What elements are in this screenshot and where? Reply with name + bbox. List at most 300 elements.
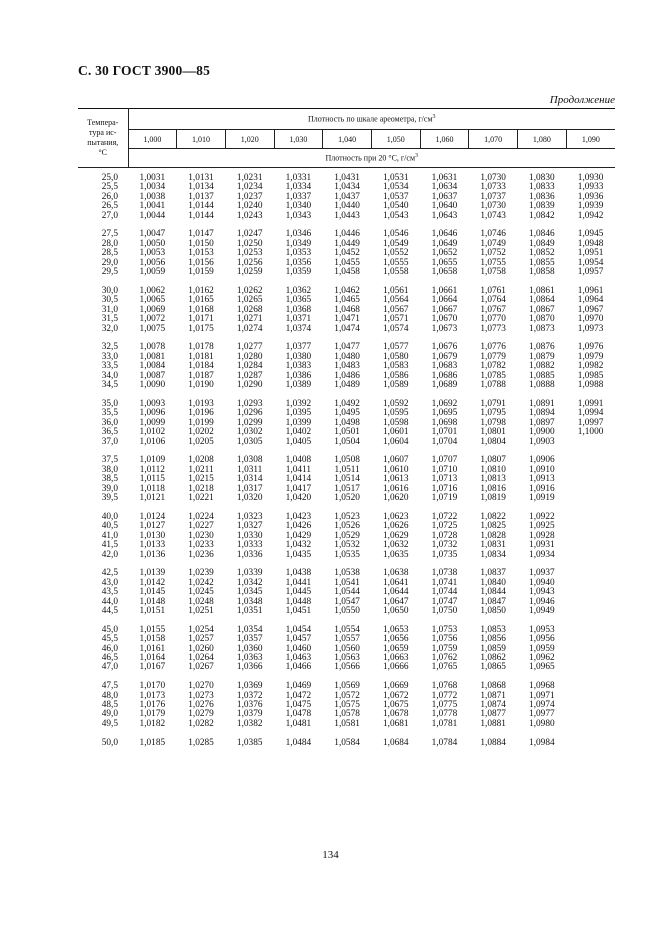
density-cell: 1,0336	[236, 549, 263, 560]
density-cell: 1,0730	[480, 201, 506, 212]
density-cell: 1,0707	[431, 455, 458, 466]
density-cell: 1,0737	[480, 191, 506, 202]
density-cell: 1,0951	[577, 248, 604, 259]
scale-column-header: 1,020	[225, 130, 274, 149]
density-cell: 1,0348	[236, 596, 263, 607]
density-cell	[566, 485, 615, 494]
density-cell: 1,0776	[480, 342, 506, 353]
density-cell: 1,0575	[334, 699, 360, 710]
density-cell: 1,0634	[431, 182, 458, 193]
density-cell: 1,0979	[577, 351, 604, 362]
density-cell: 1,0939	[577, 201, 604, 212]
scale-column-header: 1,080	[518, 130, 567, 149]
temperature-cell: 48,5	[101, 699, 118, 710]
density-cell: 1,0486	[334, 370, 360, 381]
density-cell: 1,0112	[139, 464, 165, 475]
density-cell: 1,0698	[431, 417, 458, 428]
density-cell: 1,0471	[334, 314, 360, 325]
density-cell: 1,0099	[139, 417, 166, 428]
density-cell	[566, 588, 615, 597]
page-header: С. 30 ГОСТ 3900—85	[78, 63, 211, 78]
density-cell: 1,0383	[285, 361, 312, 372]
density-cell: 1,0253	[236, 248, 263, 259]
density-cell: 1,0583	[382, 361, 409, 372]
density-cell: 1,0661	[431, 285, 458, 296]
temperature-cell: 32,0	[101, 323, 118, 334]
density-cell: 1,0563	[334, 652, 360, 663]
density-cell: 1,0438	[285, 568, 312, 579]
density-cell: 1,0327	[236, 521, 263, 532]
density-cell: 1,0867	[529, 304, 555, 315]
density-cell: 1,0137	[188, 191, 214, 202]
density-cell: 1,0504	[334, 436, 360, 447]
density-cell: 1,0647	[382, 596, 409, 607]
density-cell: 1,0469	[285, 681, 312, 692]
density-cell	[566, 456, 615, 465]
density-cell: 1,0544	[334, 587, 360, 598]
density-cell: 1,0641	[382, 577, 409, 588]
density-cell: 1,0643	[431, 210, 458, 221]
density-cell: 1,0758	[480, 267, 506, 278]
density-cell: 1,0894	[529, 408, 555, 419]
density-cell: 1,0279	[188, 709, 214, 720]
density-cell: 1,0864	[529, 295, 555, 306]
density-cell: 1,0954	[577, 257, 604, 268]
density-cell: 1,0822	[480, 511, 506, 522]
temperature-cell: 35,5	[101, 408, 118, 419]
density-cell: 1,0356	[285, 257, 312, 268]
density-cell	[566, 569, 615, 578]
density-cell: 1,0468	[334, 304, 360, 315]
density-cell: 1,0334	[285, 182, 312, 193]
density-cell: 1,0262	[236, 285, 263, 296]
density-cell: 1,0930	[577, 173, 604, 183]
density-cell: 1,0953	[529, 624, 555, 635]
density-cell: 1,0484	[285, 737, 312, 748]
table-row	[78, 268, 615, 277]
density-cell: 1,0151	[139, 605, 166, 616]
density-cell: 1,0202	[188, 427, 214, 438]
temperature-cell: 49,5	[101, 718, 118, 729]
density-cell	[566, 607, 615, 616]
density-cell: 1,0735	[431, 549, 458, 560]
density-cell: 1,0655	[431, 257, 458, 268]
density-cell: 1,0331	[285, 173, 312, 183]
density-cell: 1,0672	[382, 690, 409, 701]
density-cell: 1,0725	[431, 521, 458, 532]
density-cell: 1,0750	[431, 605, 458, 616]
density-cell: 1,0034	[139, 182, 166, 193]
density-cell: 1,0650	[382, 605, 409, 616]
density-cell: 1,0595	[382, 408, 409, 419]
density-cell: 1,0096	[139, 408, 166, 419]
table-body	[78, 168, 615, 748]
density-cell: 1,0683	[431, 361, 458, 372]
density-cell: 1,0856	[480, 634, 506, 645]
density-cell: 1,0221	[188, 493, 214, 504]
density-cell: 1,0449	[334, 238, 360, 249]
density-cell: 1,0395	[285, 408, 312, 419]
density-cell: 1,0762	[431, 652, 458, 663]
density-cell: 1,0913	[529, 474, 555, 485]
density-cell: 1,0276	[188, 699, 214, 710]
density-cell: 1,0580	[382, 351, 409, 362]
density-cell: 1,0916	[529, 483, 555, 494]
density-cell: 1,0392	[285, 398, 312, 409]
density-cell: 1,0380	[285, 351, 312, 362]
density-cell: 1,0245	[188, 587, 214, 598]
density-cell: 1,0747	[431, 596, 458, 607]
density-cell: 1,0968	[529, 681, 555, 692]
density-cell: 1,0224	[188, 511, 214, 522]
density-cell: 1,0171	[188, 314, 214, 325]
density-cell: 1,0667	[431, 304, 458, 315]
temperature-cell: 46,5	[101, 652, 118, 663]
density-cell: 1,0187	[188, 370, 214, 381]
temperature-cell: 33,0	[101, 351, 118, 362]
density-cell: 1,0161	[139, 643, 166, 654]
density-cell: 1,0574	[382, 323, 409, 334]
density-cell: 1,0457	[285, 634, 312, 645]
temperature-cell: 26,0	[101, 191, 118, 202]
density-cell: 1,0897	[529, 417, 555, 428]
density-cell: 1,0922	[529, 511, 555, 522]
density-table-wrap	[78, 108, 615, 748]
density-cell	[566, 654, 615, 663]
temperature-cell: 36,0	[101, 417, 118, 428]
density-cell: 1,0256	[236, 257, 263, 268]
density-cell: 1,0623	[382, 511, 409, 522]
density-cell: 1,0230	[188, 530, 214, 541]
density-cell: 1,0233	[188, 540, 214, 551]
density-cell: 1,0162	[188, 285, 214, 296]
density-cell: 1,0483	[334, 361, 360, 372]
density-cell: 1,0236	[188, 549, 214, 560]
density-cell: 1,0357	[236, 634, 263, 645]
temperature-cell: 45,0	[101, 624, 118, 635]
density-cell: 1,0239	[188, 568, 214, 579]
density-cell	[566, 692, 615, 701]
density-cell: 1,0855	[529, 257, 555, 268]
density-cell: 1,0498	[334, 417, 360, 428]
density-cell: 1,0933	[577, 182, 604, 193]
density-cell: 1,0837	[480, 568, 506, 579]
density-cell	[566, 682, 615, 691]
temperature-cell: 27,5	[101, 229, 118, 240]
density-cell: 1,0765	[431, 662, 458, 673]
density-cell: 1,0840	[480, 577, 506, 588]
density-cell: 1,0877	[480, 709, 506, 720]
density-cell: 1,0168	[188, 304, 214, 315]
density-cell: 1,0314	[236, 474, 263, 485]
density-cell: 1,0259	[236, 267, 263, 278]
temperature-cell: 31,0	[101, 304, 118, 315]
density-cell: 1,0243	[236, 210, 263, 221]
density-cell: 1,0767	[480, 304, 506, 315]
unit-superscript: 3	[432, 114, 436, 121]
temperature-cell: 30,5	[101, 295, 118, 306]
density-cell: 1,0679	[431, 351, 458, 362]
density-cell	[566, 663, 615, 672]
density-cell: 1,0215	[188, 474, 214, 485]
density-cell: 1,0722	[431, 511, 458, 522]
density-cell: 1,0842	[529, 210, 555, 221]
density-cell: 1,0299	[236, 417, 263, 428]
density-cell: 1,0376	[236, 699, 263, 710]
density-cell: 1,0069	[139, 304, 166, 315]
density-cell: 1,0050	[139, 238, 166, 249]
density-cell: 1,0564	[382, 295, 409, 306]
density-cell: 1,0511	[334, 464, 360, 475]
density-cell: 1,0632	[382, 540, 409, 551]
density-cell: 1,0340	[285, 201, 312, 212]
density-cell: 1,0231	[236, 173, 263, 183]
density-cell: 1,0577	[382, 342, 409, 353]
density-cell: 1,0142	[139, 577, 166, 588]
temperature-cell: 39,5	[101, 493, 118, 504]
density-cell: 1,0184	[188, 361, 214, 372]
density-cell: 1,0257	[188, 634, 214, 645]
scale-column-header: 1,010	[177, 130, 226, 149]
density-cell: 1,0631	[431, 173, 458, 183]
density-cell: 1,0937	[529, 568, 555, 579]
temperature-cell: 38,5	[101, 474, 118, 485]
density-cell: 1,0552	[382, 248, 409, 259]
density-cell: 1,0560	[334, 643, 360, 654]
density-cell: 1,0377	[285, 342, 312, 353]
density-cell: 1,0267	[188, 662, 214, 673]
density-cell: 1,0044	[139, 210, 166, 221]
density-cell: 1,0466	[285, 662, 312, 673]
density-cell: 1,0885	[529, 370, 555, 381]
temperature-cell: 29,5	[101, 267, 118, 278]
density-cell: 1,0155	[139, 624, 166, 635]
density-cell: 1,0561	[382, 285, 409, 296]
density-cell: 1,0041	[139, 201, 166, 212]
density-cell: 1,0382	[236, 718, 263, 729]
table-row	[78, 212, 615, 221]
density-cell: 1,0666	[382, 662, 409, 673]
density-cell: 1,0302	[236, 427, 263, 438]
density-cell: 1,0994	[577, 408, 604, 419]
table-row	[78, 551, 615, 560]
density-cell: 1,0440	[334, 201, 360, 212]
density-cell: 1,0870	[529, 314, 555, 325]
density-cell: 1,0798	[480, 417, 506, 428]
density-cell: 1,0320	[236, 493, 263, 504]
density-cell: 1,0167	[139, 662, 166, 673]
density-cell: 1,0537	[382, 191, 409, 202]
density-cell: 1,0371	[285, 314, 312, 325]
density-cell: 1,0208	[188, 455, 214, 466]
density-cell: 1,0804	[480, 436, 506, 447]
density-cell: 1,0145	[139, 587, 166, 598]
density-cell: 1,0589	[382, 380, 409, 391]
density-cell: 1,0159	[188, 267, 214, 278]
density-cell: 1,0873	[529, 323, 555, 334]
temperature-cell: 37,5	[101, 455, 118, 466]
density-cell	[566, 739, 615, 748]
density-cell: 1,0386	[285, 370, 312, 381]
density-cell: 1,0876	[529, 342, 555, 353]
density-cell: 1,0056	[139, 257, 166, 268]
density-cell: 1,0062	[139, 285, 166, 296]
density-cell: 1,0778	[431, 709, 458, 720]
density-cell: 1,0977	[529, 709, 555, 720]
temperature-cell: 40,0	[101, 511, 118, 522]
density-cell: 1,0435	[285, 549, 312, 560]
density-cell: 1,0148	[139, 596, 166, 607]
density-cell: 1,0772	[431, 690, 458, 701]
density-cell: 1,0741	[431, 577, 458, 588]
density-cell: 1,0831	[480, 540, 506, 551]
density-cell	[566, 541, 615, 550]
density-cell: 1,0489	[334, 380, 360, 391]
density-cell: 1,0124	[139, 511, 166, 522]
density-cell: 1,0936	[577, 191, 604, 202]
density-cell: 1,0543	[382, 210, 409, 221]
density-cell: 1,0248	[188, 596, 214, 607]
scale-column-header: 1,060	[420, 130, 469, 149]
density-cell: 1,0271	[236, 314, 263, 325]
density-cell: 1,0093	[139, 398, 166, 409]
density-cell: 1,0133	[139, 540, 166, 551]
density-cell: 1,0078	[139, 342, 166, 353]
density-cell: 1,0610	[382, 464, 409, 475]
scale-column-header: 1,000	[128, 130, 177, 149]
density-cell: 1,0656	[382, 634, 409, 645]
density-cell: 1,0451	[285, 605, 312, 616]
unit-superscript: 3	[415, 153, 419, 160]
density-cell: 1,0974	[529, 699, 555, 710]
density-cell: 1,0305	[236, 436, 263, 447]
density-cell: 1,0997	[577, 417, 604, 428]
density-cell: 1,0673	[431, 323, 458, 334]
density-cell: 1,0452	[334, 248, 360, 259]
density-cell: 1,0925	[529, 521, 555, 532]
density-cell: 1,0531	[382, 173, 409, 183]
density-cell: 1,0676	[431, 342, 458, 353]
density-cell: 1,0170	[139, 681, 166, 692]
density-cell: 1,0242	[188, 577, 214, 588]
density-cell: 1,0567	[382, 304, 409, 315]
temperature-cell: 42,5	[101, 568, 118, 579]
density-cell: 1,0554	[334, 624, 360, 635]
density-cell: 1,0669	[382, 681, 409, 692]
temperature-cell: 36,5	[101, 427, 118, 438]
temperature-cell: 41,0	[101, 530, 118, 541]
density-cell: 1,0846	[529, 229, 555, 240]
density-cell: 1,0193	[188, 398, 214, 409]
density-cell: 1,0571	[382, 314, 409, 325]
density-cell: 1,0549	[382, 238, 409, 249]
density-cell: 1,0374	[285, 323, 312, 334]
temperature-cell: 28,5	[101, 248, 118, 259]
density-cell: 1,0199	[188, 417, 214, 428]
density-cell: 1,0399	[285, 417, 312, 428]
density-cell: 1,0991	[577, 398, 604, 409]
density-cell: 1,0478	[285, 709, 312, 720]
density-cell: 1,0330	[236, 530, 263, 541]
density-cell: 1,0411	[285, 464, 312, 475]
table-row	[78, 168, 615, 184]
density-cell: 1,0369	[236, 681, 263, 692]
density-cell: 1,0075	[139, 323, 166, 334]
density-cell: 1,0868	[480, 681, 506, 692]
density-cell: 1,0681	[382, 718, 409, 729]
density-cell: 1,0072	[139, 314, 166, 325]
density-cell: 1,0385	[236, 737, 263, 748]
density-cell: 1,0801	[480, 427, 506, 438]
density-cell: 1,0607	[382, 455, 409, 466]
density-cell: 1,0047	[139, 229, 166, 240]
density-cell: 1,0308	[236, 455, 263, 466]
table-row	[78, 663, 615, 672]
density-cell: 1,0744	[431, 587, 458, 598]
temperature-cell: 45,5	[101, 634, 118, 645]
density-cell: 1,0106	[139, 436, 166, 447]
density-cell: 1,0675	[382, 699, 409, 710]
table-row	[78, 381, 615, 390]
density-cell: 1,0264	[188, 652, 214, 663]
density-cell: 1,0637	[431, 191, 458, 202]
density-cell: 1,0359	[285, 267, 312, 278]
density-cell: 1,0190	[188, 380, 214, 391]
density-cell: 1,0833	[529, 182, 555, 193]
density-cell: 1,0569	[334, 681, 360, 692]
scale-column-header: 1,040	[323, 130, 372, 149]
density-cell: 1,0389	[285, 380, 312, 391]
density-cell: 1,0853	[480, 624, 506, 635]
density-cell: 1,0038	[139, 191, 166, 202]
density-cell: 1,0408	[285, 455, 312, 466]
density-cell: 1,0572	[334, 690, 360, 701]
density-cell: 1,0176	[139, 699, 166, 710]
temperature-cell: 30,0	[101, 285, 118, 296]
density-cell: 1,0144	[188, 210, 214, 221]
density-cell: 1,0903	[529, 436, 555, 447]
density-cell	[566, 513, 615, 522]
density-cell: 1,0481	[285, 718, 312, 729]
density-cell	[566, 635, 615, 644]
density-cell: 1,0349	[285, 238, 312, 249]
density-cell: 1,0165	[188, 295, 214, 306]
density-cell: 1,0127	[139, 521, 166, 532]
density-cell: 1,0586	[382, 370, 409, 381]
density-cell: 1,0928	[529, 530, 555, 541]
density-cell: 1,0644	[382, 587, 409, 598]
density-cell: 1,0942	[577, 210, 604, 221]
density-cell: 1,0557	[334, 634, 360, 645]
density-cell: 1,0109	[139, 455, 166, 466]
density-cell: 1,0368	[285, 304, 312, 315]
density-cell: 1,0730	[480, 173, 506, 183]
density-cell: 1,0290	[236, 380, 263, 391]
density-cell: 1,0354	[236, 624, 263, 635]
density-cell: 1,0282	[188, 718, 214, 729]
density-cell: 1,0862	[480, 652, 506, 663]
density-cell: 1,0414	[285, 474, 312, 485]
density-cell: 1,0462	[334, 285, 360, 296]
density-cell: 1,0900	[529, 427, 555, 438]
density-cell: 1,0265	[236, 295, 263, 306]
density-cell: 1,0211	[188, 464, 214, 475]
density-cell: 1,0081	[139, 351, 166, 362]
density-cell: 1,0716	[431, 483, 458, 494]
density-cell: 1,0940	[529, 577, 555, 588]
density-cell: 1,0584	[334, 737, 360, 748]
temperature-cell: 47,0	[101, 662, 118, 673]
